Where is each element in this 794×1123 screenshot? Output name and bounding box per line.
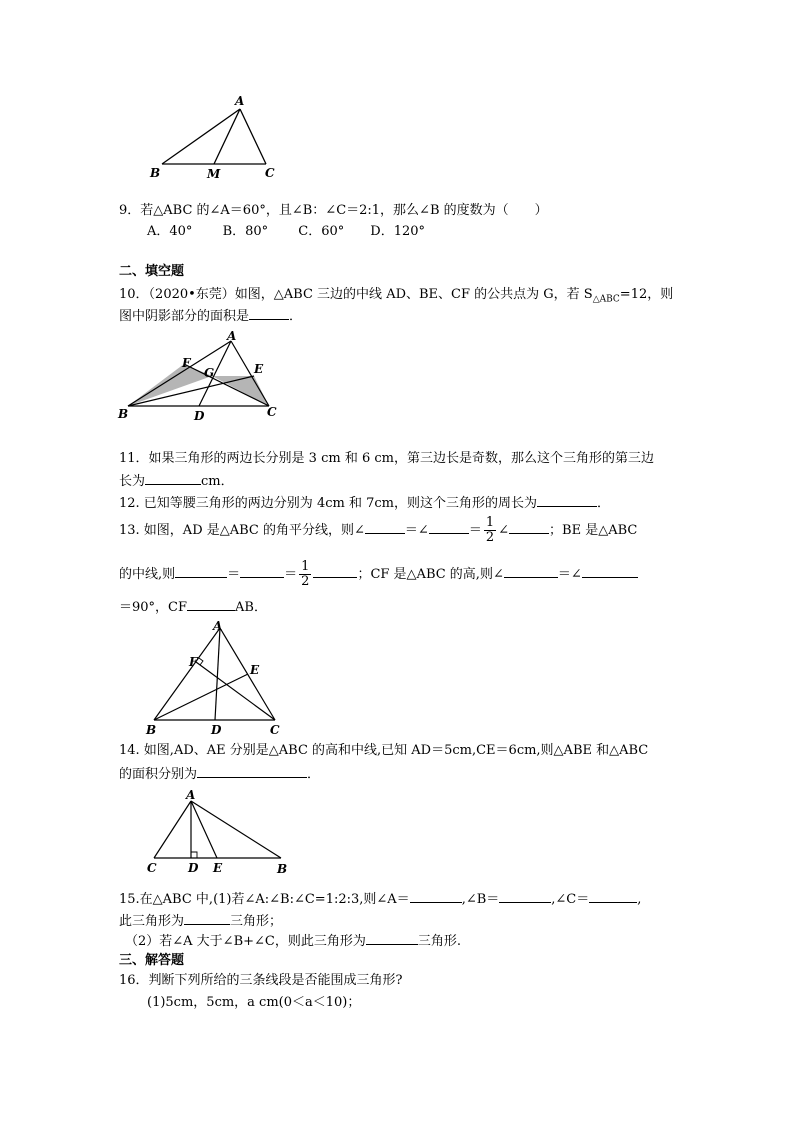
- figure-bisector-median-altitude: [140, 618, 290, 740]
- label-c: C: [270, 723, 280, 737]
- q13-text-l: AB．: [235, 600, 267, 615]
- label-a: A: [227, 330, 237, 343]
- question-10-line2: [119, 307, 302, 325]
- question-14-line2: [119, 765, 320, 783]
- q13-text-a: 13. 如图，AD 是△ABC 的角平分线，则∠: [119, 523, 365, 538]
- label-c: C: [265, 166, 275, 180]
- answer-blank[interactable]: [499, 890, 551, 903]
- q13-text-c: ＝: [468, 523, 482, 538]
- q13-text-b: ＝∠: [404, 523, 429, 538]
- q10-text-b: △ABC 三边的中线 AD、BE、CF 的公共点为 G，若 S: [273, 287, 593, 302]
- label-d: D: [188, 861, 199, 875]
- fraction-numerator: 1: [485, 515, 495, 530]
- q13-text-d: ∠: [498, 523, 510, 538]
- label-a: A: [235, 94, 245, 108]
- q10-line2-text: 图中阴影部分的面积是: [119, 309, 250, 324]
- q15-text-h: 三角形.: [417, 934, 462, 949]
- q10-text-c: =12，则: [619, 287, 674, 302]
- question-16-line1: 16．判断下列所给的三条线段是否能围成三角形?: [119, 973, 403, 988]
- answer-blank[interactable]: [145, 472, 201, 485]
- question-11-line2: [119, 472, 234, 490]
- section-fill-blank-title: 二、填空题: [119, 264, 185, 279]
- answer-blank[interactable]: [589, 890, 637, 903]
- figure-medians-shaded: [115, 330, 290, 425]
- q10-line2-end: ．: [289, 309, 303, 324]
- question-15-line1: [119, 890, 641, 908]
- answer-blank[interactable]: [429, 521, 469, 534]
- answer-blank[interactable]: [366, 932, 418, 945]
- q12-end: ．: [596, 496, 610, 511]
- q11-text-b: cm．: [201, 474, 234, 489]
- section-answer-title: 三、解答题: [119, 953, 185, 968]
- question-10-line1: [119, 287, 673, 308]
- q11-text-a: 长为: [119, 474, 146, 489]
- question-11-line1: 11．如果三角形的两边长分别是 3 cm 和 6 cm，第三边长是奇数，那么这个三角形的第三边: [119, 451, 654, 466]
- figure-triangle-abm: [140, 90, 290, 180]
- q13-text-f: 的中线,则: [119, 567, 176, 582]
- question-16-line2: (1)5cm，5cm，a cm(0＜a＜10)；: [147, 995, 361, 1010]
- q15-text-g: （2）若∠A 大于∠B+∠C，则此三角形为: [125, 934, 366, 949]
- question-13-line3: [119, 598, 267, 616]
- label-m: M: [207, 167, 221, 180]
- figure-altitude-median: [140, 786, 295, 878]
- label-a: A: [213, 619, 223, 633]
- label-b: B: [146, 723, 157, 737]
- q15-text-f: 三角形；: [230, 914, 283, 929]
- answer-blank[interactable]: [410, 890, 462, 903]
- label-f: F: [182, 356, 191, 370]
- q15-text-b: ,∠B＝: [461, 892, 500, 907]
- question-15-line3: [125, 932, 461, 950]
- question-9-options: A．40° B．80° C．60° D．120°: [147, 224, 426, 239]
- answer-blank[interactable]: [313, 565, 357, 578]
- q10-subscript: △ABC: [592, 294, 620, 305]
- q13-text-i: ；CF 是△ABC 的高,则∠: [357, 567, 504, 582]
- answer-blank[interactable]: [184, 912, 230, 925]
- answer-blank[interactable]: [365, 521, 405, 534]
- answer-blank[interactable]: [240, 565, 284, 578]
- q13-text-k: ＝90°，CF: [119, 600, 188, 615]
- question-12: [119, 494, 610, 512]
- label-e: E: [213, 861, 223, 875]
- q12-text: 12. 已知等腰三角形的两边分别为 4cm 和 7cm，则这个三角形的周长为: [119, 496, 537, 511]
- answer-blank[interactable]: [504, 565, 558, 578]
- question-15-line2: [119, 912, 282, 930]
- label-b: B: [150, 166, 161, 180]
- fraction-half: [484, 516, 496, 545]
- answer-blank[interactable]: [197, 765, 307, 778]
- answer-blank[interactable]: [509, 521, 549, 534]
- label-e: E: [254, 362, 264, 376]
- question-9-stem: 9．若△ABC 的∠A＝60°，且∠B：∠C＝2:1，那么∠B 的度数为（ ）: [119, 203, 548, 218]
- q14-line2-text: 的面积分别为: [119, 767, 198, 782]
- q15-text-e: 此三角形为: [119, 914, 185, 929]
- answer-blank[interactable]: [175, 565, 227, 578]
- fraction-half: [299, 560, 311, 589]
- answer-blank[interactable]: [537, 494, 597, 507]
- question-14-line1: 14. 如图,AD、AE 分别是△ABC 的高和中线,已知 AD＝5cm,CE＝6cm,则△ABE 和△ABC: [119, 743, 649, 758]
- q15-text-c: ,∠C＝: [551, 892, 590, 907]
- label-c: C: [267, 405, 277, 419]
- q15-text-d: ,: [637, 892, 642, 907]
- q13-text-g: ＝: [227, 567, 241, 582]
- label-c: C: [147, 861, 157, 875]
- fraction-denominator: 2: [485, 530, 495, 545]
- label-b: B: [118, 407, 129, 421]
- label-f: F: [189, 655, 198, 669]
- fraction-numerator: 1: [301, 559, 310, 574]
- q14-line2-end: ．: [307, 767, 321, 782]
- q15-text-a: 15.在△ABC 中,(1)若∠A:∠B:∠C=1:2:3,则∠A＝: [119, 892, 410, 907]
- q13-text-e: ；BE 是△ABC: [549, 523, 638, 538]
- fraction-denominator: 2: [301, 574, 310, 589]
- label-d: D: [194, 409, 205, 423]
- label-a: A: [186, 788, 196, 802]
- label-e: E: [250, 663, 260, 677]
- q13-text-h: ＝: [284, 567, 298, 582]
- question-13-line1: [119, 515, 637, 547]
- label-g: G: [204, 366, 215, 380]
- q13-text-j: ＝∠: [557, 567, 582, 582]
- answer-blank[interactable]: [187, 598, 235, 611]
- label-b: B: [277, 862, 288, 876]
- answer-blank[interactable]: [249, 307, 289, 320]
- q10-text-a: 10．（2020•东莞）如图，: [119, 287, 274, 302]
- answer-blank[interactable]: [582, 565, 638, 578]
- label-d: D: [211, 723, 222, 737]
- question-13-line2: [119, 559, 638, 591]
